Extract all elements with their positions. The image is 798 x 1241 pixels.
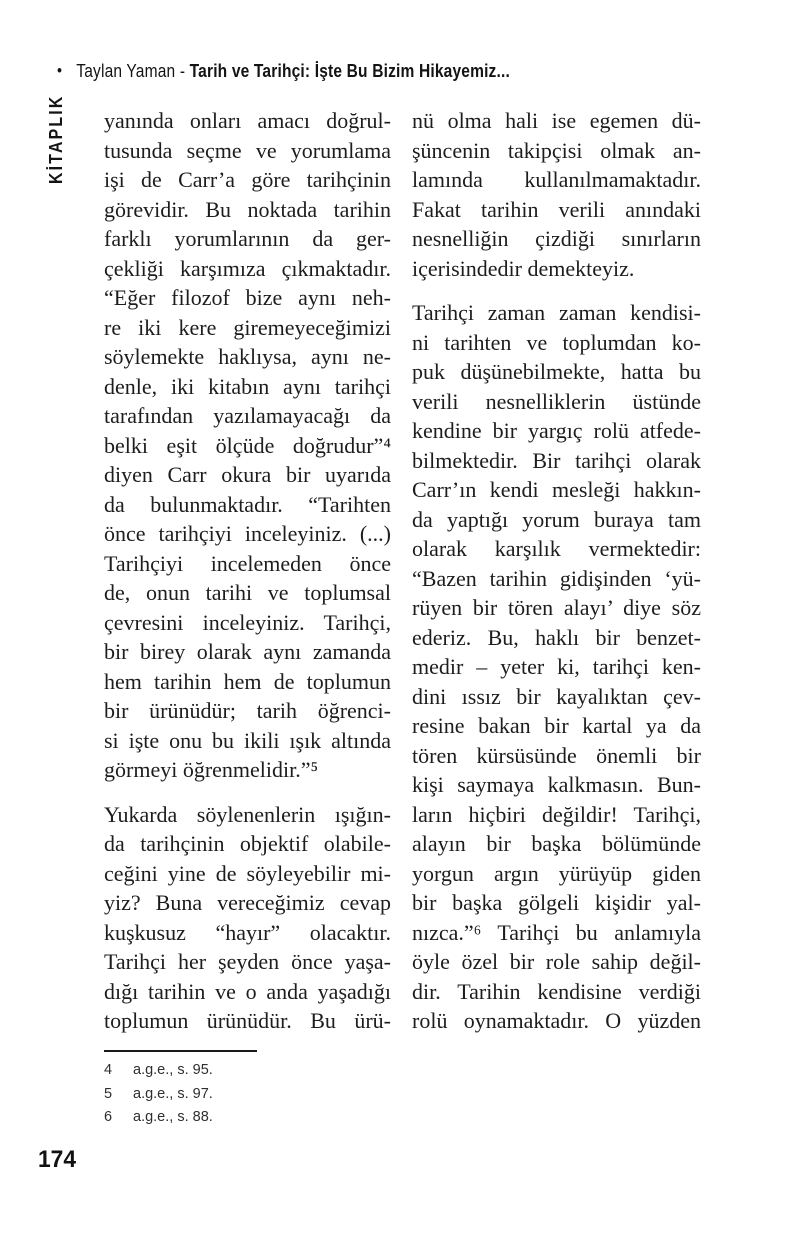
text-line: ceğini yine de söyleyebilir mi- bbox=[104, 860, 391, 886]
text-line: tusunda seçme ve yorumlama bbox=[104, 137, 391, 163]
text-line: dir. Tarihin kendisine verdiği bbox=[412, 978, 701, 1004]
text-line: medir – yeter ki, tarihçi ken- bbox=[412, 654, 701, 679]
text-line: Yukarda söylenenlerin ışığın- bbox=[104, 801, 391, 827]
footnote-number: 4 bbox=[104, 1062, 113, 1078]
text-line: diyen Carr okura bir uyarıda bbox=[104, 462, 391, 487]
text-line: görmeyi öğrenmelidir.”⁵ bbox=[104, 757, 319, 782]
text-line: bir başka gölgeli kişidir yal- bbox=[412, 890, 701, 915]
text-line: çevresini inceleyiniz. Tarihçi, bbox=[104, 609, 391, 635]
text-line: ların hiçbiri değildir! Tarihçi, bbox=[412, 801, 701, 827]
text-line: kişi saymaya kalkmasın. Bun- bbox=[412, 772, 701, 797]
text-line: nesnelliğin çizdiği sınırların bbox=[412, 226, 701, 251]
text-line: dini ıssız bir kayalıktan çev- bbox=[412, 683, 701, 709]
text-line: da tarihçinin objektif olabile- bbox=[104, 831, 391, 856]
right-column bbox=[412, 106, 701, 1036]
text-line: “Bazen tarihin gidişinden ‘yü- bbox=[412, 565, 701, 591]
text-line: Tarihçi zaman zaman kendisi- bbox=[412, 300, 701, 325]
text-line: Fakat tarihin verili anındaki bbox=[412, 196, 701, 222]
paragraph bbox=[412, 106, 701, 283]
text-line: işi de Carr’a göre tarihçinin bbox=[104, 167, 391, 192]
text-line: verili nesnelliklerin üstünde bbox=[412, 388, 701, 414]
text-line: hem tarihin hem de toplumun bbox=[104, 668, 391, 694]
text-line: tarafından yazılamayacağı da bbox=[104, 403, 391, 428]
paragraph bbox=[104, 106, 391, 785]
footnote bbox=[104, 1106, 391, 1130]
text-line: belki eşit ölçüde doğrudur”⁴ bbox=[104, 432, 391, 458]
text-line: bilmektedir. Bir tarihçi olarak bbox=[412, 447, 701, 473]
text-line: yanında onları amacı doğrul- bbox=[104, 108, 391, 133]
footnote-number: 6 bbox=[104, 1109, 113, 1125]
text-line: toplumun ürünüdür. Bu ürü- bbox=[104, 1008, 391, 1033]
text-line: resine bakan bir kartal ya da bbox=[412, 713, 701, 738]
text-line: önce tarihçiyi inceleyiniz. (...) bbox=[104, 521, 391, 546]
text-line: içerisindedir demekteyiz. bbox=[412, 255, 635, 281]
left-column bbox=[104, 106, 391, 1036]
footnote-divider bbox=[104, 1050, 257, 1052]
footnote bbox=[104, 1059, 391, 1083]
text-line: lamında kullanılmamaktadır. bbox=[412, 167, 701, 192]
text-line: bir ürünüdür; tarih öğrenci- bbox=[104, 698, 391, 723]
text-line: alayın bir başka bölümünde bbox=[412, 831, 701, 856]
text-line: “Eğer filozof bize aynı neh- bbox=[104, 285, 391, 310]
footnote-number: 5 bbox=[104, 1085, 113, 1102]
text-line: puk düşünebilmekte, hatta bu bbox=[412, 359, 701, 384]
text-line: öyle özel bir role sahip değil- bbox=[412, 949, 701, 974]
text-line: ederiz. Bu, haklı bir benzet- bbox=[412, 624, 701, 650]
text-line: yorgun argın yürüyüp giden bbox=[412, 860, 701, 886]
text-line: şüncenin takipçisi olmak an- bbox=[412, 137, 701, 163]
text-line: kuşkusuz “hayır” olacaktır. bbox=[104, 919, 391, 945]
text-line: olarak karşılık vermektedir: bbox=[412, 536, 701, 561]
text-line: görevidir. Bu noktada tarihin bbox=[104, 196, 391, 222]
text-line: çekliği karşımıza çıkmaktadır. bbox=[104, 255, 391, 281]
footnotes bbox=[104, 1050, 391, 1130]
footnote-text: a.g.e., s. 95. bbox=[133, 1062, 213, 1078]
text-line: tören kürsüsünde önemli bir bbox=[412, 742, 701, 768]
text-line: ni tarihten ve toplumdan ko- bbox=[412, 329, 701, 355]
header-author: Taylan Yaman - bbox=[76, 60, 190, 81]
text-line: re iki kere giremeyeceğimizi bbox=[104, 314, 391, 340]
text-line: bir birey olarak aynı zamanda bbox=[104, 639, 391, 664]
text-line: de, onun tarihi ve toplumsal bbox=[104, 580, 391, 605]
text-line: rolü oynamaktadır. O yüzden bbox=[412, 1008, 701, 1033]
paragraph bbox=[104, 800, 391, 1036]
footnote-text: a.g.e., s. 97. bbox=[133, 1085, 213, 1102]
text-line: da yaptığı yorum buraya tam bbox=[412, 506, 701, 532]
page-number: 174 bbox=[38, 1146, 77, 1173]
text-line: si işte onu bu ikili ışık altında bbox=[104, 727, 391, 753]
text-line: farklı yorumlarının da ger- bbox=[104, 226, 391, 251]
section-label-kitaplik: KİTAPLIK bbox=[46, 94, 66, 184]
text-line: Tarihçiyi incelemeden önce bbox=[104, 550, 391, 576]
text-line: söylemekte haklıysa, aynı ne- bbox=[104, 344, 391, 369]
paragraph bbox=[412, 298, 701, 1036]
text-line: nü olma hali ise egemen dü- bbox=[412, 108, 701, 133]
bullet-icon: • bbox=[57, 61, 63, 80]
footnote-text: a.g.e., s. 88. bbox=[133, 1109, 213, 1125]
text-line: kendine bir yargıç rolü atfede- bbox=[412, 418, 701, 443]
text-line: denle, iki kitabın aynı tarihçi bbox=[104, 373, 391, 399]
text-line: da bulunmaktadır. “Tarihten bbox=[104, 491, 391, 517]
footnote bbox=[104, 1083, 391, 1107]
text-line: yiz? Buna vereceğimiz cevap bbox=[104, 890, 391, 915]
text-line: Tarihçi her şeyden önce yaşa- bbox=[104, 949, 391, 974]
text-line: Carr’ın kendi mesleği hakkın- bbox=[412, 477, 701, 502]
text-line: dığı tarihin ve o anda yaşadığı bbox=[104, 978, 391, 1004]
running-header bbox=[57, 60, 510, 82]
text-line: rüyen bir tören alayı’ diye söz bbox=[412, 595, 701, 620]
text-line: nızca.”⁶ Tarihçi bu anlamıyla bbox=[412, 919, 701, 945]
header-book-title: Tarih ve Tarihçi: İşte Bu Bizim Hikayemiz... bbox=[189, 60, 510, 81]
